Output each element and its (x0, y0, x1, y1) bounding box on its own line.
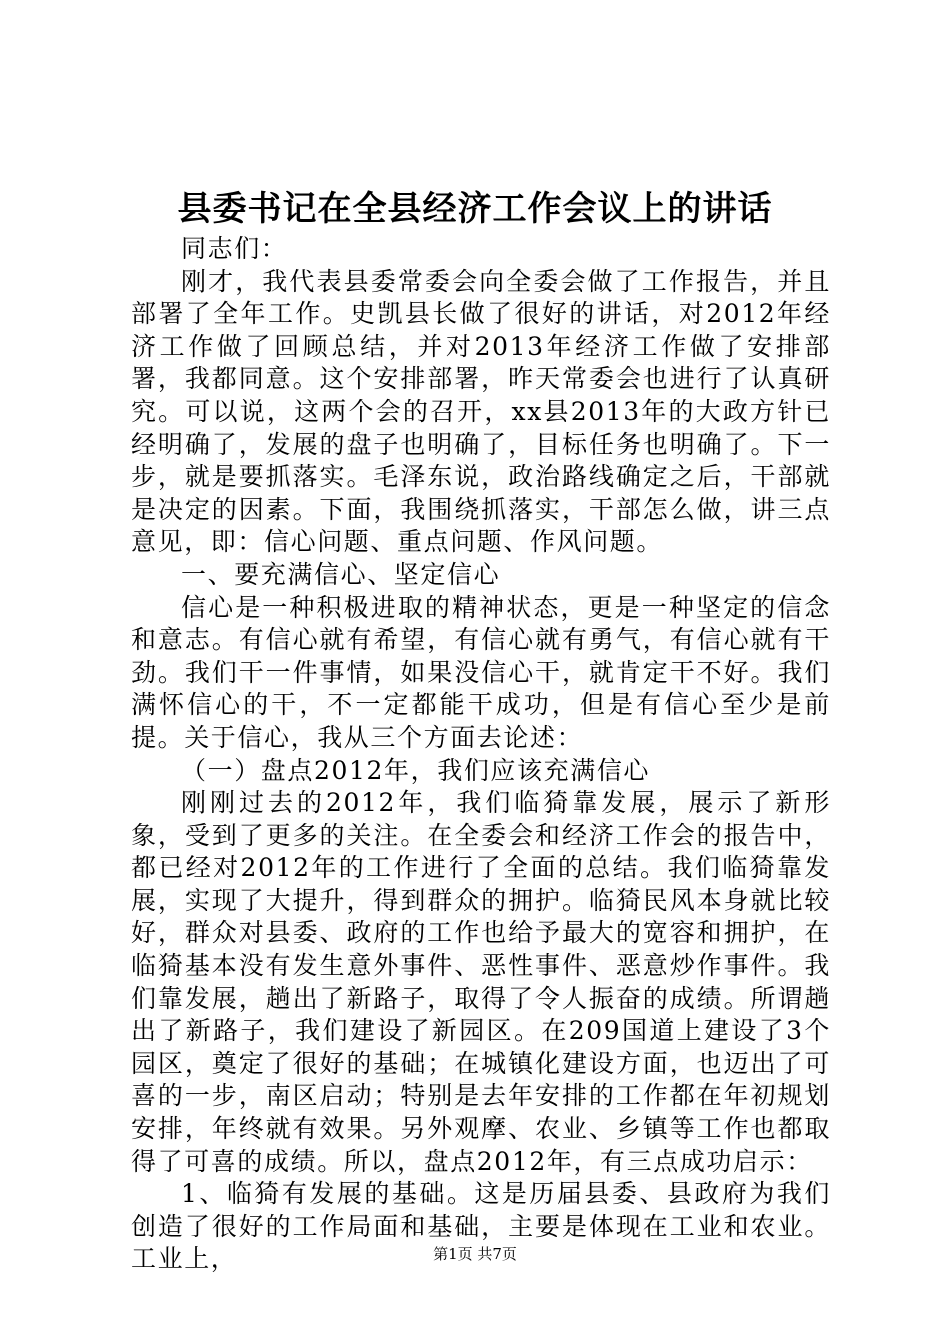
section-heading-1: 一、要充满信心、坚定信心 (181, 559, 501, 589)
paragraph-salutation: 同志们： (181, 234, 288, 263)
paragraph-point-1: 1、临猗有发展的基础。这是历届县委、县政府为我们创造了很好的工作局面和基础，主要是体现在工业和农业。工业上， (131, 1179, 831, 1274)
page-footer: 第1页 共7页 (433, 1245, 517, 1263)
document-body (131, 233, 831, 1276)
paragraph-intro: 刚才，我代表县委常委会向全委会做了工作报告，并且部署了全年工作。史凯县长做了很好的讲话，对2012年经济工作做了回顾总结，并对2013年经济工作做了安排部署，我都同意。这个安排部署，昨天常委会也进行了认真研究。可以说，这两个会的召开，xx县2013年的大政方针已经明确了，发展的盘子也明确了，目标任务也明确了。下一步，就是要抓落实。毛泽东说，政治路线确定之后，干部就是决定的因素。下面，我围绕抓落实，干部怎么做，讲三点意见，即：信心问题、重点问题、作风问题。 (131, 266, 831, 557)
paragraph-review-2012: 刚刚过去的2012年，我们临猗靠发展，展示了新形象，受到了更多的关注。在全委会和经济工作会的报告中，都已经对2012年的工作进行了全面的总结。我们临猗靠发展，实现了大提升，得到群众的拥护。临猗民风本身就比较好，群众对县委、政府的工作也给予最大的宽容和拥护，在临猗基本没有发生意外事件、恶性事件、恶意炒作事件。我们靠发展，趟出了新路子，取得了令人振奋的成绩。所谓趟出了新路子，我们建设了新园区。在209国道上建设了3个园区，奠定了很好的基础；在城镇化建设方面，也迈出了可喜的一步，南区启动；特别是去年安排的工作都在年初规划安排，年终就有效果。另外观摩、农业、乡镇等工作也都取得了可喜的成绩。所以，盘点2012年，有三点成功启示： (131, 788, 831, 1176)
paragraph-confidence: 信心是一种积极进取的精神状态，更是一种坚定的信念和意志。有信心就有希望，有信心就有勇气，有信心就有干劲。我们干一件事情，如果没信心干，就肯定干不好。我们满怀信心的干，不一定都能干成功，但是有信心至少是前提。关于信心，我从三个方面去论述： (131, 592, 831, 752)
subsection-heading-1: （一）盘点2012年，我们应该充满信心 (181, 755, 651, 785)
document-title: 县委书记在全县经济工作会议上的讲话 (177, 189, 773, 229)
